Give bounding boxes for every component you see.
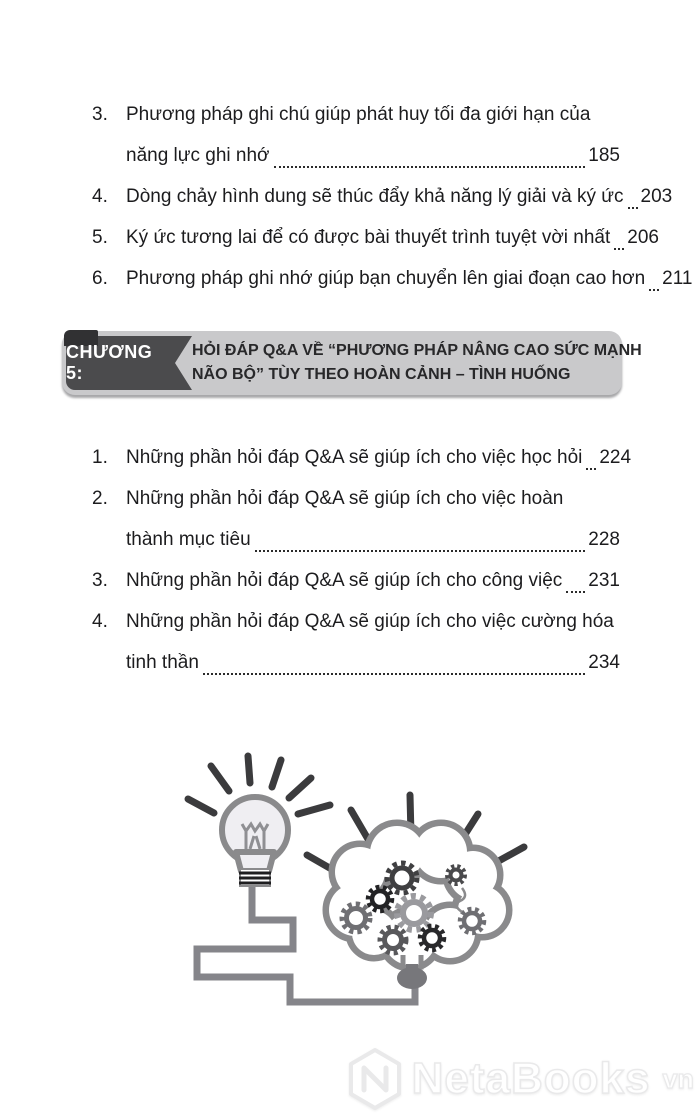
chapter-label-notch xyxy=(172,336,192,390)
dot-leader xyxy=(586,437,596,470)
toc-entry-text: Ký ức tương lai để có được bài thuyết trình tuyệt vời nhất xyxy=(126,227,611,248)
toc-entry-text: thành mục tiêu xyxy=(126,529,251,550)
toc-entry-page: 206 xyxy=(627,227,659,248)
toc-list-top xyxy=(92,94,693,299)
toc-entry-line xyxy=(126,176,673,217)
toc-entry-body xyxy=(126,601,620,683)
bulb-base xyxy=(239,869,271,886)
toc-entry xyxy=(92,258,693,299)
toc-entry-text: Phương pháp ghi nhớ giúp bạn chuyển lên giai đoạn cao hơn xyxy=(126,268,646,289)
toc-entry xyxy=(92,478,620,560)
watermark-tld: vn xyxy=(662,1063,694,1094)
toc-entry-number: 5. xyxy=(92,227,108,248)
toc-entry-number: 2. xyxy=(92,488,108,509)
watermark-brand: NetaBooks xyxy=(411,1054,651,1103)
lightbulb-icon xyxy=(222,797,288,886)
toc-entry-text: Những phần hỏi đáp Q&A sẽ giúp ích cho việc cường hóa xyxy=(126,611,614,632)
dot-leader xyxy=(566,560,585,593)
toc-entry-line xyxy=(126,519,620,560)
toc-entry-line xyxy=(126,560,620,601)
toc-entry-line xyxy=(126,135,620,176)
toc-entry-page: 228 xyxy=(588,529,620,550)
toc-entry-body xyxy=(126,478,620,560)
toc-entry-body xyxy=(126,437,632,478)
chapter-title xyxy=(192,339,642,387)
toc-entry-body xyxy=(126,258,693,299)
chapter-label: CHƯƠNG 5: xyxy=(66,336,172,390)
toc-entry-body xyxy=(126,560,620,601)
toc-entry-page: 224 xyxy=(599,447,632,468)
toc-entry-text: tinh thần xyxy=(126,652,199,673)
toc-list-bottom xyxy=(92,437,632,683)
toc-entry-body xyxy=(126,176,673,217)
toc-entry-number: 4. xyxy=(92,186,108,207)
toc-entry-page: 234 xyxy=(588,652,620,673)
toc-entry-number: 3. xyxy=(92,104,108,125)
toc-entry xyxy=(92,601,620,683)
toc-entry-number: 1. xyxy=(92,447,108,468)
dot-leader xyxy=(628,176,638,209)
dot-leader xyxy=(203,642,585,675)
toc-entry-text: Những phần hỏi đáp Q&A sẽ giúp ích cho việc hoàn xyxy=(126,488,564,509)
toc-entry xyxy=(92,560,620,601)
chapter-banner xyxy=(62,331,642,395)
toc-entry-line xyxy=(126,642,620,683)
toc-entry-line xyxy=(126,437,632,478)
toc-entry-page: 185 xyxy=(588,145,620,166)
netabooks-logo-icon xyxy=(346,1047,404,1111)
toc-entry-line xyxy=(126,217,659,258)
toc-entry-number: 3. xyxy=(92,570,108,591)
toc-entry-page: 211 xyxy=(662,268,693,289)
brain-gears-icon xyxy=(329,826,506,989)
toc-entry xyxy=(92,94,620,176)
dot-leader xyxy=(255,519,586,552)
toc-entry-number: 4. xyxy=(92,611,108,632)
toc-entry-text: Dòng chảy hình dung sẽ thúc đẩy khả năng lý giải và ký ức xyxy=(126,186,624,207)
dot-leader xyxy=(614,217,624,250)
chapter-title-line2: NÃO BỘ” TÙY THEO HOÀN CẢNH – TÌNH HUỐNG xyxy=(192,366,571,383)
bulb-brain-illustration xyxy=(150,752,550,1022)
toc-entry xyxy=(92,437,632,478)
plug xyxy=(397,967,427,989)
toc-entry xyxy=(92,217,659,258)
toc-entry-number: 6. xyxy=(92,268,108,289)
toc-entry xyxy=(92,176,673,217)
chapter-title-line1: HỎI ĐÁP Q&A VỀ “PHƯƠNG PHÁP NÂNG CAO SỨC MẠNH xyxy=(192,342,642,359)
toc-entry-body xyxy=(126,217,659,258)
dot-leader xyxy=(274,135,586,168)
toc-entry-page: 231 xyxy=(588,570,620,591)
toc-entry-text: năng lực ghi nhớ xyxy=(126,145,270,166)
toc-entry-line xyxy=(126,258,693,299)
dot-leader xyxy=(649,258,659,291)
toc-entry-page: 203 xyxy=(640,186,673,207)
toc-entry-text: Những phần hỏi đáp Q&A sẽ giúp ích cho công việc xyxy=(126,570,563,591)
toc-entry-body xyxy=(126,94,620,176)
netabooks-watermark xyxy=(346,1046,694,1112)
toc-entry-text: Phương pháp ghi chú giúp phát huy tối đa giới hạn của xyxy=(126,104,591,125)
toc-entry-text: Những phần hỏi đáp Q&A sẽ giúp ích cho việc học hỏi xyxy=(126,447,583,468)
